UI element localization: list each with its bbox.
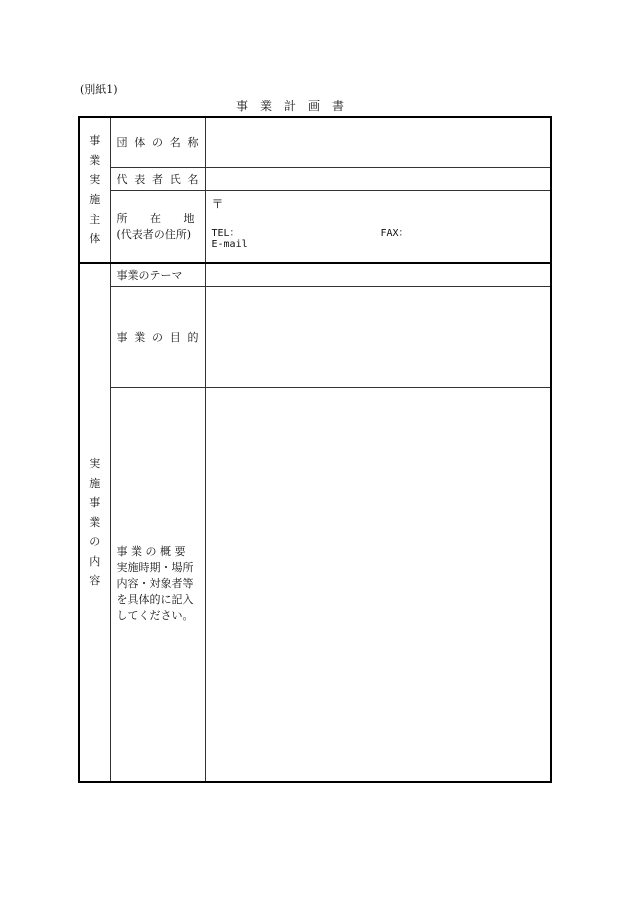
org-name-label: 団 体 の 名 称 xyxy=(110,117,205,167)
org-name-field[interactable] xyxy=(205,117,551,167)
purpose-field[interactable] xyxy=(205,286,551,387)
address-field[interactable] xyxy=(205,190,551,263)
overview-label: 事 業 の 概 要 実施時期・場所 内容・対象者等 を具体的に記入 してください。 xyxy=(110,387,205,782)
email-label: E-mail xyxy=(211,238,248,250)
rep-name-field[interactable] xyxy=(205,167,551,190)
business-plan-form xyxy=(78,116,552,783)
overview-field[interactable] xyxy=(205,387,551,782)
fax-label: FAX： xyxy=(380,227,409,239)
document-title: 事 業 計 画 書 xyxy=(236,99,345,113)
location-label: 所 在 地 (代表者の住所) xyxy=(110,190,205,263)
rep-name-label: 代 表 者 氏 名 xyxy=(110,167,205,190)
theme-label: 事業のテーマ xyxy=(110,263,205,286)
purpose-label: 事 業 の 目 的 xyxy=(110,286,205,387)
tel-label: TEL： xyxy=(211,227,240,239)
section-project-content-heading: 実 施 事 業 の 内 容 xyxy=(79,263,110,782)
location-sub-label: (代表者の住所) xyxy=(116,228,192,242)
annex-label: (別紙1) xyxy=(80,83,118,96)
theme-field[interactable] xyxy=(205,263,551,286)
section-implementing-body-heading: 事 業 実 施 主 体 xyxy=(79,117,110,263)
postal-mark: 〒 xyxy=(211,196,224,211)
